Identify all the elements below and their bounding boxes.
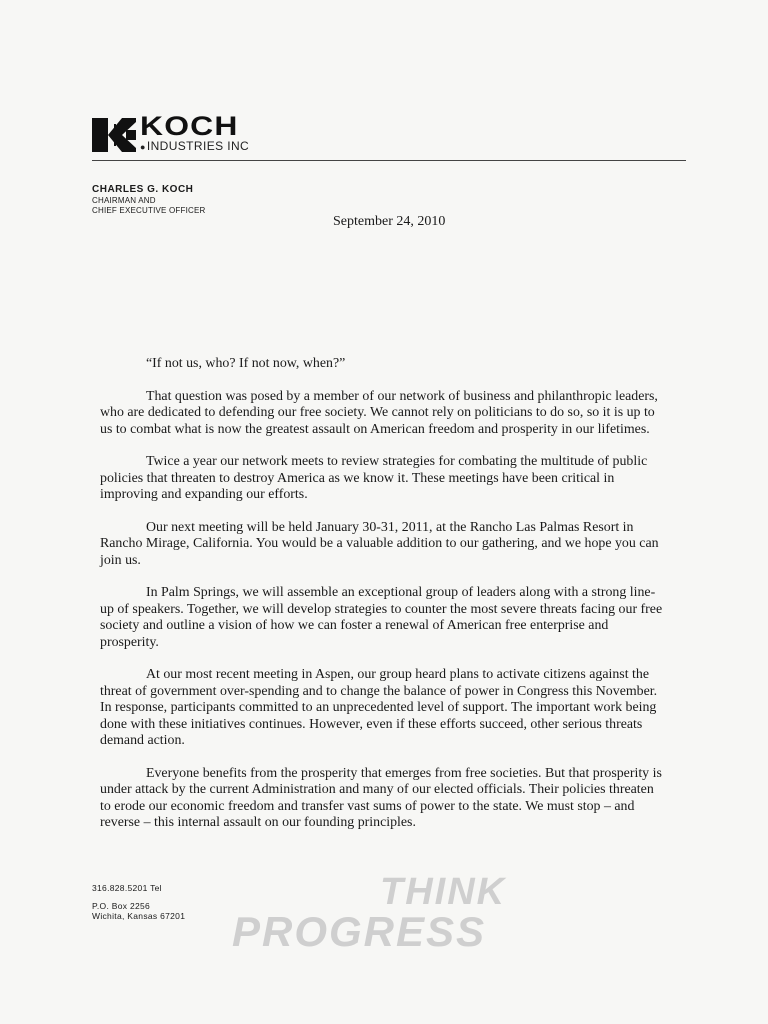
letter-date: September 24, 2010	[333, 214, 446, 229]
brand-subtitle: ●INDUSTRIES INC	[140, 139, 250, 153]
watermark-line-2: PROGRESS	[232, 908, 487, 955]
footer-contact	[92, 883, 185, 922]
paragraph: That question was posed by a member of our network of business and philanthropic leaders, who are dedicated to defending our free society. We cannot rely on politicians to do so, so it is up to us to combat what is now the greatest assault on American freedom and prosperity in our lifetimes.	[100, 388, 658, 437]
paragraph: Everyone benefits from the prosperity that emerges from free societies. But that prosperity is under attack by the current Administration and many of our elected officials. Their policies threaten to erode our economic freedom and transfer vast sums of power to the state. We must stop – and reverse – this internal assault on our founding principles.	[100, 765, 662, 830]
letter-body	[100, 356, 668, 848]
executive-title-2: CHIEF EXECUTIVE OFFICER	[92, 205, 206, 215]
letterhead-rule	[92, 160, 686, 161]
watermark-line-1: THINK	[380, 871, 507, 913]
footer-city: Wichita, Kansas 67201	[92, 911, 186, 921]
paragraph: In Palm Springs, we will assemble an exceptional group of leaders along with a strong line-up of speakers. Together, we will develop strategies to counter the most severe threats facing our free society and outline a vision of how we can foster a renewal of American free enterprise and prosperity.	[100, 585, 663, 650]
paragraph: Our next meeting will be held January 30-31, 2011, at the Rancho Las Palmas Resort in Rancho Mirage, California. You would be a valuable addition to our gathering, and we hope you can join us.	[100, 519, 659, 568]
footer-phone: 316.828.5201 Tel	[92, 883, 162, 893]
paragraph: At our most recent meeting in Aspen, our group heard plans to activate citizens against the threat of government over-spending and to change the balance of power in Congress this November. In response, participants committed to an unprecedented level of support. The important work being done with these initiatives continues. However, even if these efforts succeed, other serious threats demand action.	[100, 667, 658, 748]
think-progress-watermark	[232, 872, 532, 962]
registered-dot-icon: ●	[140, 142, 146, 152]
executive-name: CHARLES G. KOCH	[92, 184, 194, 195]
brand-name: KOCH	[140, 111, 239, 141]
brand-logo	[140, 112, 249, 154]
koch-logo-icon	[92, 118, 136, 152]
executive-block	[92, 183, 206, 215]
executive-title-1: CHAIRMAN AND	[92, 196, 156, 205]
paragraph-quote: “If not us, who? If not now, when?”	[146, 356, 346, 371]
footer-po-box: P.O. Box 2256	[92, 900, 151, 911]
paragraph: Twice a year our network meets to review strategies for combating the multitude of public policies that threaten to destroy America as we know it. These meetings have been critical in improving and expanding our efforts.	[100, 454, 648, 502]
